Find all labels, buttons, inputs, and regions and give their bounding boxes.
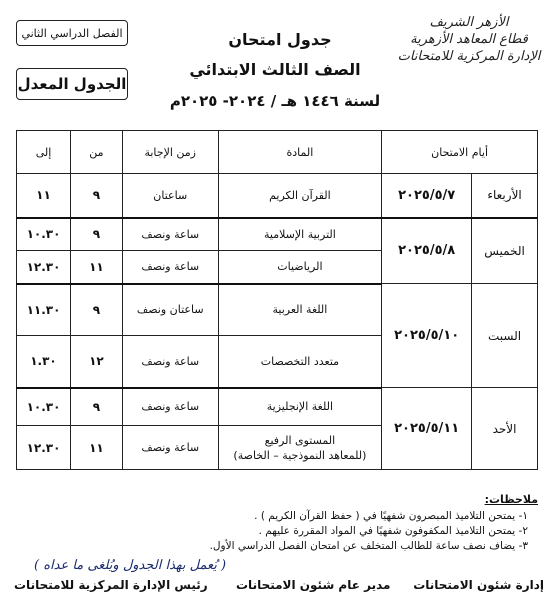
subject-cell: التربية الإسلامية xyxy=(218,218,382,251)
duration-cell: ساعة ونصف xyxy=(122,336,218,388)
note-item: ١- يمتحن التلاميذ المبصرون شفهيًا في ( حفظ القرآن الكريم ) . xyxy=(254,510,528,522)
subject-cell: المستوى الرفيع (للمعاهد النموذجية – الخاصة) xyxy=(218,426,382,470)
from-cell: ١٢ xyxy=(70,336,122,388)
revised-box xyxy=(16,68,128,100)
to-cell: ١٠.٣٠ xyxy=(17,388,71,426)
from-cell: ٩ xyxy=(70,388,122,426)
signature-exam-affairs: إدارة شئون الامتحانات xyxy=(413,578,544,592)
header-days: أيام الامتحان xyxy=(382,131,538,174)
from-cell: ١١ xyxy=(70,426,122,470)
duration-cell: ساعة ونصف xyxy=(122,218,218,251)
table-row xyxy=(17,284,538,336)
note-item: ٢- يمتحن التلاميذ المكفوفون شفهيًا في المواد المقررة عليهم . xyxy=(258,525,528,537)
day-cell: الخميس xyxy=(472,218,538,284)
table-header-row xyxy=(17,131,538,174)
from-cell: ٩ xyxy=(70,284,122,336)
header-subject: المادة xyxy=(218,131,382,174)
date-cell: ٢٠٢٥/٥/٧ xyxy=(382,174,472,218)
exam-schedule-table xyxy=(16,130,538,470)
header-from: من xyxy=(70,131,122,174)
duration-cell: ساعة ونصف xyxy=(122,388,218,426)
from-cell: ١١ xyxy=(70,251,122,284)
to-cell: ١٠.٣٠ xyxy=(17,218,71,251)
to-cell: ١٢.٣٠ xyxy=(17,426,71,470)
note-item: ٣- يضاف نصف ساعة للطالب المتخلف عن امتحان الفصل الدراسي الأول. xyxy=(209,540,528,552)
duration-cell: ساعة ونصف xyxy=(122,251,218,284)
to-cell: ١٢.٣٠ xyxy=(17,251,71,284)
header-to: إلى xyxy=(17,131,71,174)
duration-cell: ساعتان ونصف xyxy=(122,284,218,336)
day-cell: الأربعاء xyxy=(472,174,538,218)
subject-cell: القرآن الكريم xyxy=(218,174,382,218)
date-cell: ٢٠٢٥/٥/١١ xyxy=(382,388,472,470)
from-cell: ٩ xyxy=(70,174,122,218)
table-row xyxy=(17,388,538,426)
semester-label: الفصل الدراسي الثاني xyxy=(21,26,123,40)
year-title: لسنة ١٤٤٦ هـ / ٢٠٢٤- ٢٠٢٥م xyxy=(169,92,381,110)
from-cell: ٩ xyxy=(70,218,122,251)
to-cell: ١١ xyxy=(17,174,71,218)
date-cell: ٢٠٢٥/٥/١٠ xyxy=(382,284,472,388)
subject-cell: اللغة الإنجليزية xyxy=(218,388,382,426)
duration-cell: ساعة ونصف xyxy=(122,426,218,470)
table-row xyxy=(17,218,538,251)
date-cell: ٢٠٢٥/٥/٨ xyxy=(382,218,472,284)
logo-line: الأزهر الشريف xyxy=(429,15,509,30)
duration-cell: ساعتان xyxy=(122,174,218,218)
logo xyxy=(394,14,544,65)
day-cell: السبت xyxy=(472,284,538,388)
logo-line: قطاع المعاهد الأزهرية xyxy=(410,32,528,47)
table-row xyxy=(17,174,538,218)
header-duration: زمن الإجابة xyxy=(122,131,218,174)
revised-label: الجدول المعدل xyxy=(17,75,127,93)
grade-title: الصف الثالث الابتدائي xyxy=(189,60,361,79)
subject-cell: متعدد التخصصات xyxy=(218,336,382,388)
notes-title: ملاحظات: xyxy=(484,493,538,506)
signature-general-manager: مدير عام شئون الامتحانات xyxy=(236,578,391,592)
handwritten-note: ( يُعمل بهذا الجدول ويُلغى ما عداه ) xyxy=(34,558,227,573)
day-cell: الأحد xyxy=(472,388,538,470)
to-cell: ١١.٣٠ xyxy=(17,284,71,336)
semester-box xyxy=(16,20,128,46)
subject-cell: الرياضيات xyxy=(218,251,382,284)
notes-section xyxy=(18,492,538,554)
to-cell: ١.٣٠ xyxy=(17,336,71,388)
page-title: جدول امتحان xyxy=(228,30,332,49)
subject-cell: اللغة العربية xyxy=(218,284,382,336)
logo-line: الإدارة المركزية للامتحانات xyxy=(397,49,541,64)
signature-central-admin: رئيس الإدارة المركزية للامتحانات xyxy=(14,578,208,592)
